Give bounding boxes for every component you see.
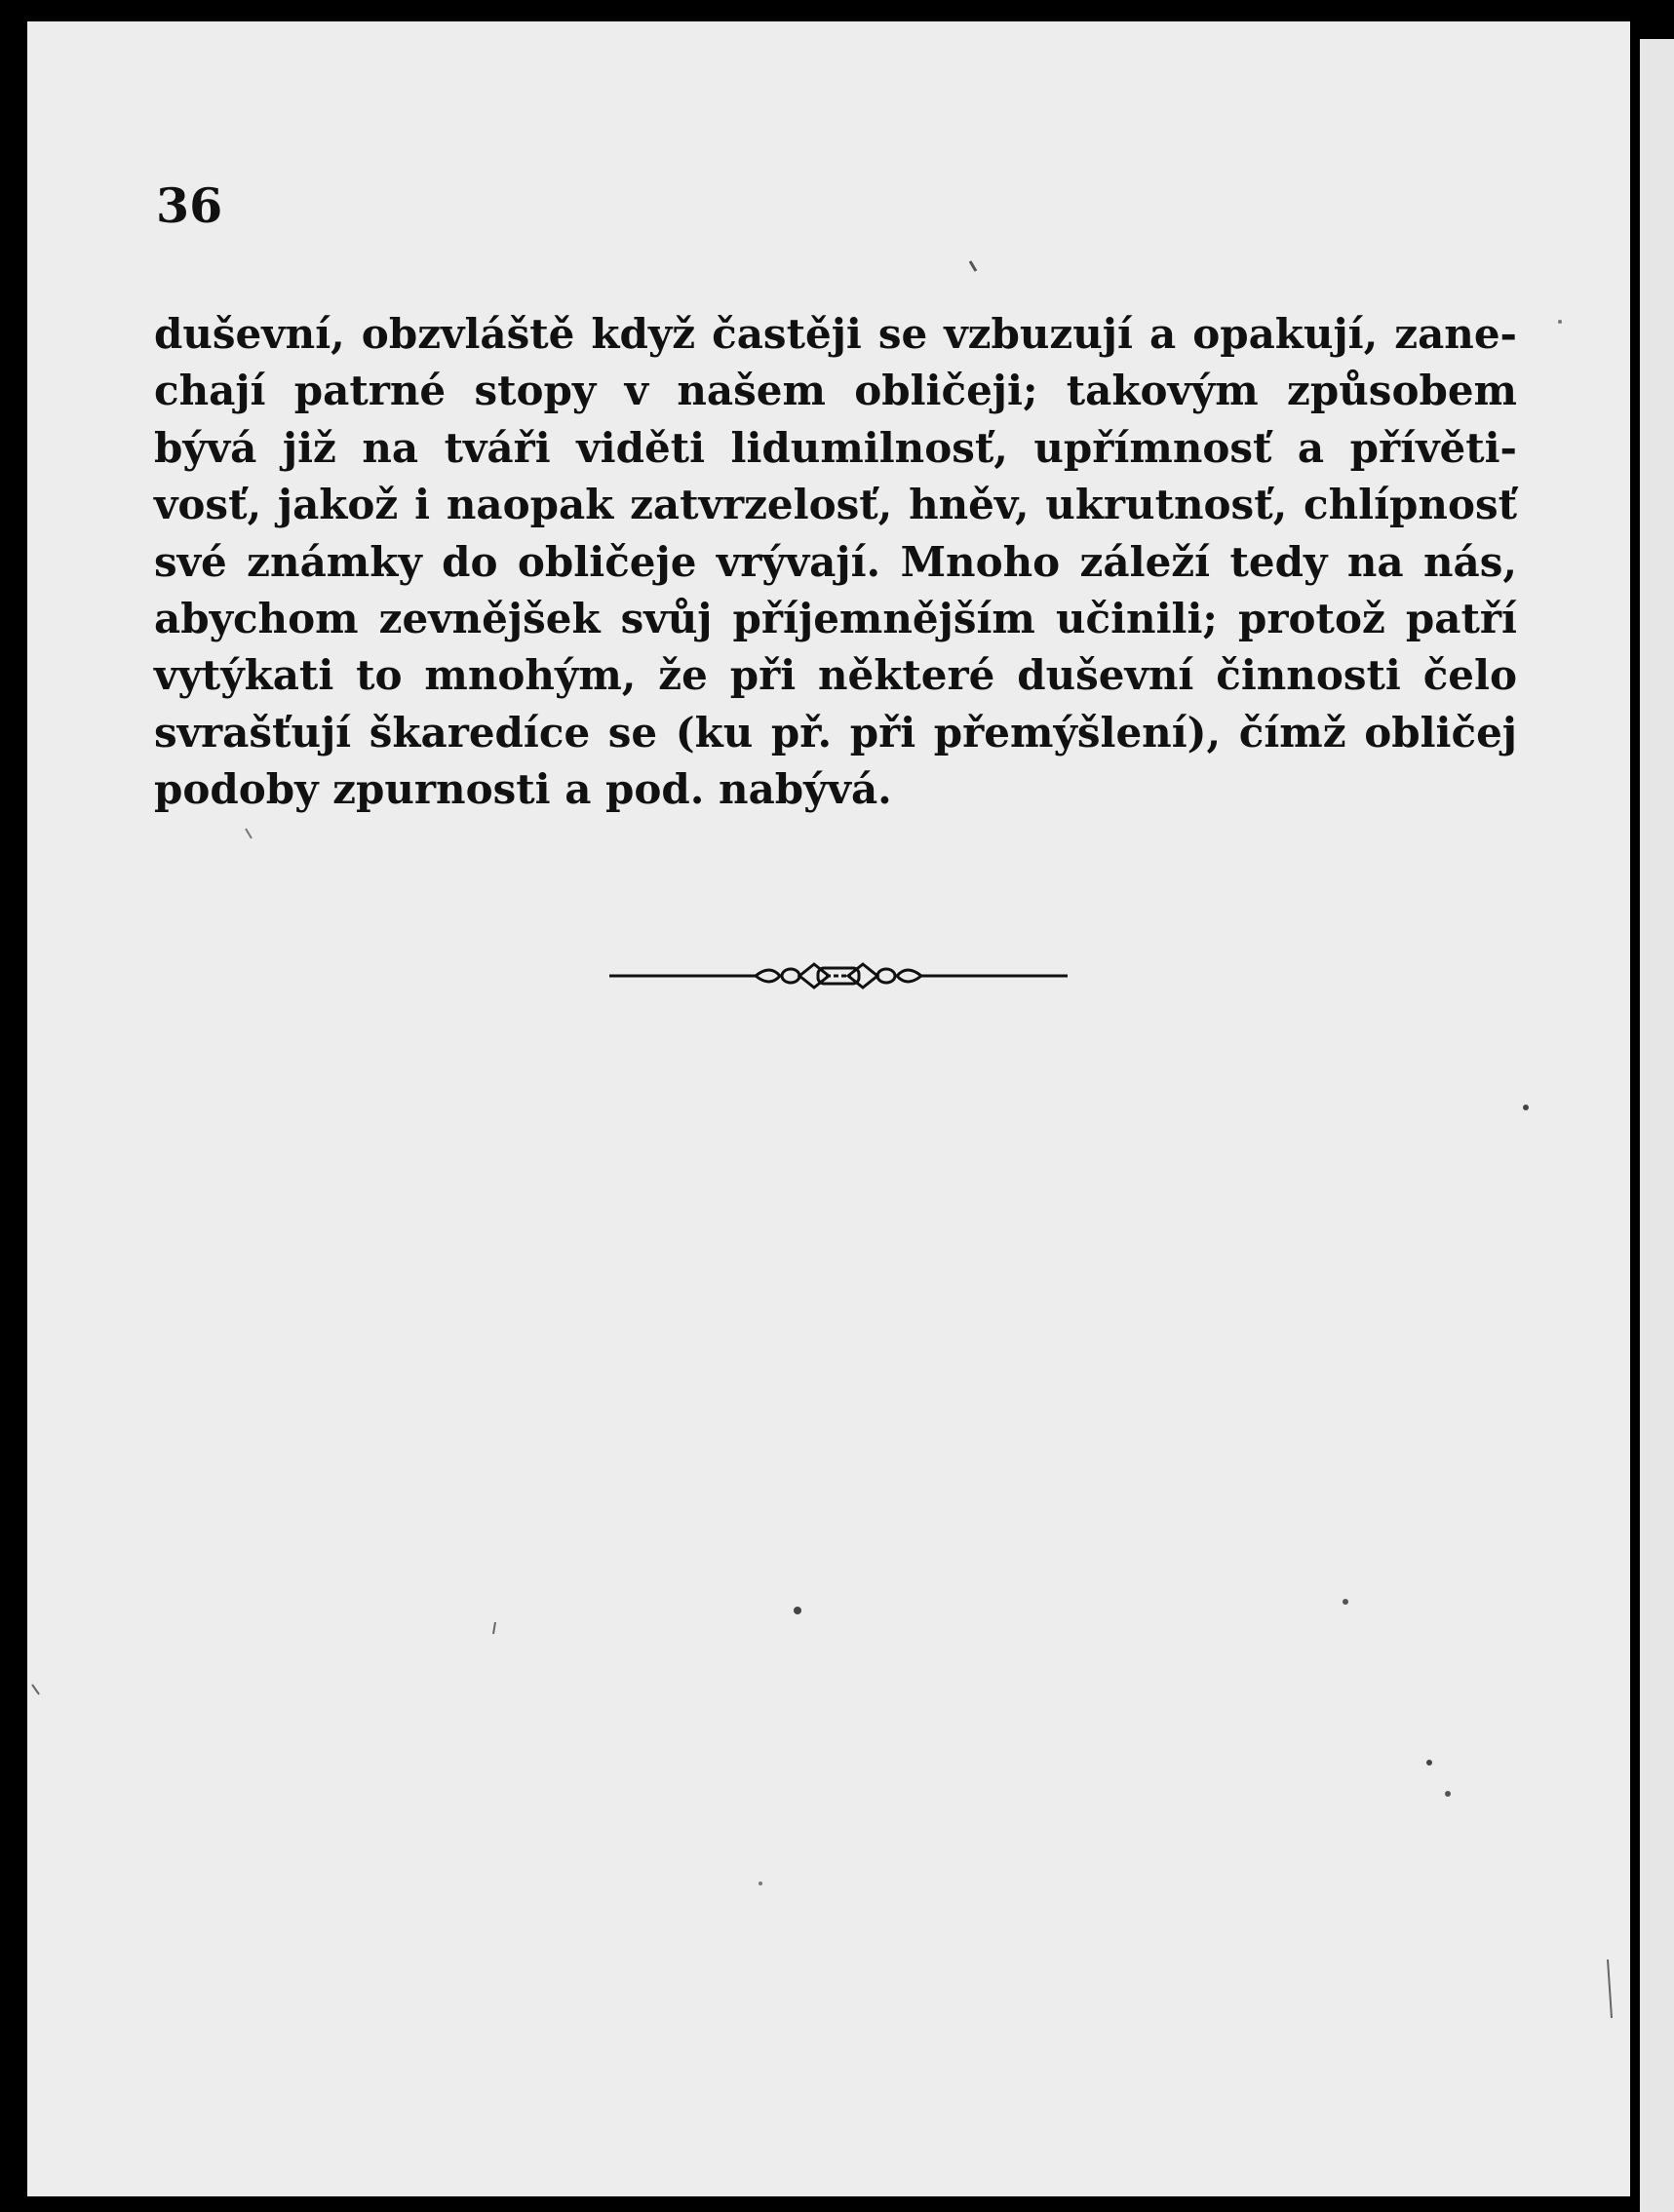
text-line: duševní, obzvláště když častěji se vzbuzují a opakují, zane- [154, 310, 1517, 358]
page-number: 36 [156, 177, 223, 234]
text-line: abychom zevnějšek svůj příjemnějším učinili; protož patří [154, 594, 1517, 642]
text-line: své známky do obličeje vrývají. Mnoho záleží tedy na nás, [154, 537, 1517, 586]
text-line: chají patrné stopy v našem obličeji; takovým způsobem [154, 367, 1517, 415]
text-line: vosť, jakož i naopak zatvrzelosť, hněv, ukrutnosť, chlípnosť [154, 481, 1517, 529]
text-line: vytýkati to mnohým, že při některé duševní činnosti čelo [154, 651, 1517, 700]
text-line: bývá již na tváři viděti lidumilnosť, upřímnosť a přívěti- [154, 423, 1517, 472]
text-line: svrašťují škaredíce se (ku př. při přemýšlení), čímž obličej [154, 708, 1517, 757]
text-line: podoby zpurnosti a pod. nabývá. [154, 765, 892, 814]
